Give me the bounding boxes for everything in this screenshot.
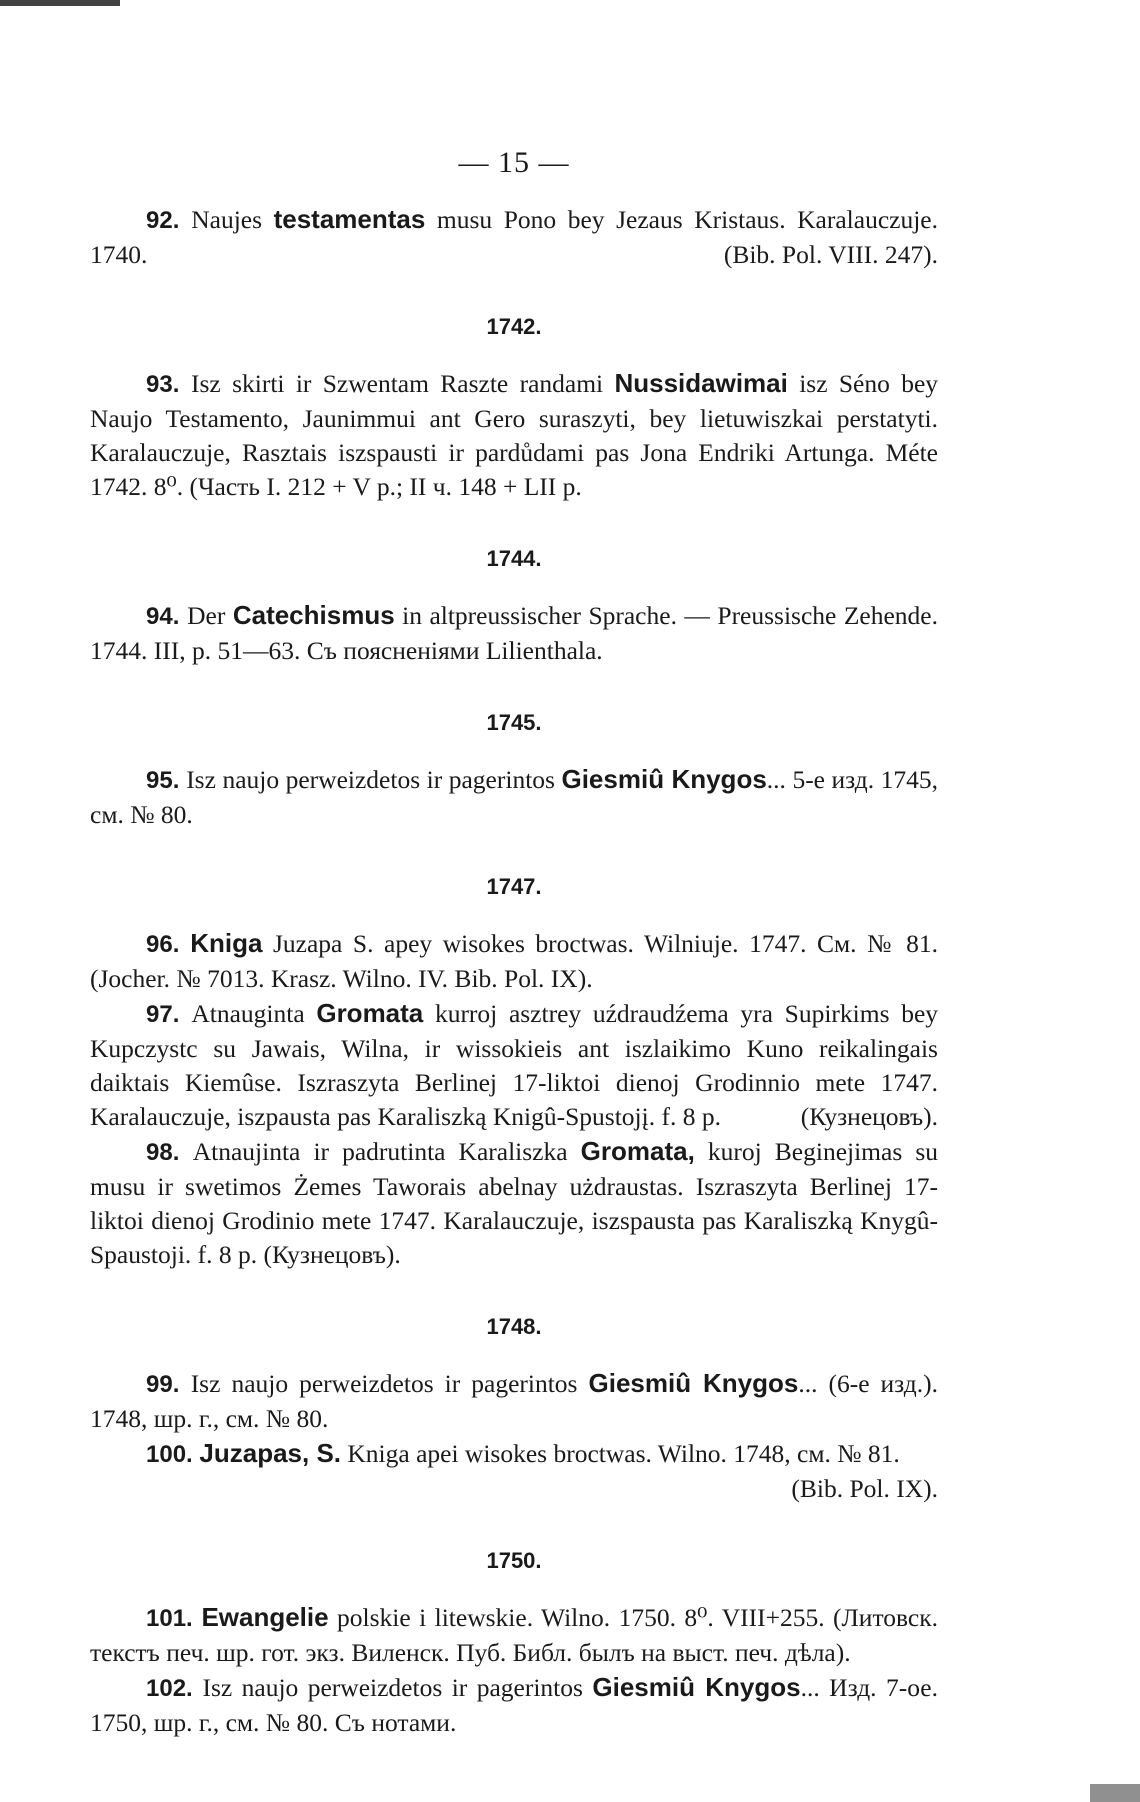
bibliography-entry <box>90 926 938 996</box>
page-number: — 15 — <box>458 146 570 179</box>
bibliography-entry <box>90 996 938 1134</box>
entry-text: polskie i litewskie. Wilno. 1750. 8⁰. VIII+255. (Литовск. текстъ печ. шр. гот. экз. Виленск. Пуб. Библ. былъ на выст. печ. дѣла). <box>90 1603 938 1667</box>
bibliography-entry <box>90 1670 938 1740</box>
entry-text: Der <box>187 601 233 630</box>
entry-keyword: Catechismus <box>232 600 395 630</box>
bibliography-entry <box>90 598 938 668</box>
entry-reference: (Bib. Pol. VIII. 247). <box>723 240 938 269</box>
entry-keyword: Kniga <box>190 928 263 958</box>
scan-artifact-bottom-right <box>1090 1784 1140 1802</box>
entry-text: Juzapa S. apey wisokes broctwas. Wilniuje. 1747. См. № 81. (Jocher. № 7013. Krasz. Wilno. IV. Bib. Pol. IX). <box>90 929 939 993</box>
entry-number: 98. <box>146 1139 193 1166</box>
year-heading: 1744. <box>486 546 542 571</box>
entry-keyword: Giesmiû Knygos <box>588 1368 799 1398</box>
bibliography-entry <box>90 366 938 504</box>
entry-number: 100. <box>146 1441 200 1468</box>
entry-number: 97. <box>146 1001 192 1028</box>
entry-text: isz Séno bey Naujo Testamento, Jaunimmui ant Gero suraszyti, bey lietuwiszkai perstatyti. Karalauczuje, Rasztais iszspausti ir pardůdami pas Jona Endriki Artunga. Méte 1742. 8⁰. (Часть I. 212 + V p.; II ч. 148 + LII p. <box>90 369 939 501</box>
entry-text: Isz naujo perweizdetos ir pagerintos <box>190 1369 589 1398</box>
entry-number: 96. <box>146 931 191 958</box>
entry-text: ... (6-е изд.). 1748, шр. г., см. № 80. <box>90 1369 939 1433</box>
entry-keyword: Juzapas, S. <box>199 1438 342 1468</box>
entry-number: 95. <box>146 767 187 794</box>
entry-keyword: Gromata <box>316 998 424 1028</box>
bibliography-entry <box>90 762 938 832</box>
entry-text: in altpreussischer Sprache. — Preussische Zehende. 1744. III, p. 51—63. Съ поясненіями Lilienthala. <box>90 601 938 665</box>
entry-text: Naujes <box>191 205 274 234</box>
entry-text: musu Pono bey Jezaus Kristaus. Karalauczuje. 1740. <box>90 205 938 269</box>
entry-reference: (Кузнецовъ). <box>800 1102 938 1131</box>
entry-keyword: Giesmiû Knygos <box>561 764 767 794</box>
year-heading: 1742. <box>486 314 542 339</box>
year-heading: 1748. <box>486 1314 542 1339</box>
year-heading: 1745. <box>486 710 542 735</box>
entry-number: 101. <box>146 1605 202 1632</box>
entry-keyword: Gromata, <box>580 1136 695 1166</box>
entry-keyword: testamentas <box>273 204 426 234</box>
entry-text: Isz naujo perweizdetos ir pagerintos <box>186 765 562 794</box>
entry-number: 94. <box>146 603 188 630</box>
bibliography-entry <box>90 1436 938 1506</box>
entry-text: ... 5-е изд. 1745, см. № 80. <box>90 765 939 829</box>
entry-text: Atnaujinta ir padrutinta Karaliszka <box>192 1137 581 1166</box>
bibliography-entry <box>90 1366 938 1436</box>
document-page <box>90 0 938 1802</box>
entry-number: 99. <box>146 1371 191 1398</box>
entry-text: ... Изд. 7-ое. 1750, шр. г., см. № 80. Съ нотами. <box>90 1673 938 1737</box>
entry-reference: (Bib. Pol. IX). <box>791 1474 938 1503</box>
entry-text: kuroj Beginejimas su musu ir swetimos Żemes Taworais abelnay użdraustas. Iszraszyta Berlinej 17-liktoi dienoj Grodinio mete 1747. Karalauczuje, iszspausta pas Karaliszką Knygû-Spaustoji. f. 8 p. (Кузнецовъ). <box>90 1137 939 1269</box>
bibliography-entry <box>90 1600 938 1670</box>
entry-text: Atnauginta <box>191 999 317 1028</box>
entry-text: Kniga apei wisokes broctwas. Wilno. 1748, см. № 81. <box>341 1439 900 1468</box>
entry-number: 92. <box>146 207 192 234</box>
year-heading: 1747. <box>486 874 542 899</box>
entry-keyword: Nussidawimai <box>614 368 788 398</box>
entry-number: 93. <box>146 371 191 398</box>
entry-text: kurroj asztrey uźdraudźema yra Supirkims bey Kupczystc su Jawais, Wilna, ir wissokieis ant iszlaikimo Kuno reikalingais daiktais Kiemûse. Iszraszyta Berlinej 17-liktoi dienoj Grodinnio mete 1747. Karalauczuje, iszpausta pas Karaliszką Knigû-Spustojį. f. 8 p. <box>90 999 939 1131</box>
bibliography-entry <box>90 202 938 272</box>
bibliography-entries <box>90 202 938 1740</box>
entry-text: Isz skirti ir Szwentam Raszte randami <box>191 369 615 398</box>
entry-number: 102. <box>146 1675 203 1702</box>
entry-keyword: Ewangelie <box>201 1602 329 1632</box>
entry-text: Isz naujo perweizdetos ir pagerintos <box>202 1673 593 1702</box>
bibliography-entry <box>90 1134 938 1272</box>
entry-keyword: Giesmiû Knygos <box>592 1672 801 1702</box>
year-heading: 1750. <box>486 1548 542 1573</box>
